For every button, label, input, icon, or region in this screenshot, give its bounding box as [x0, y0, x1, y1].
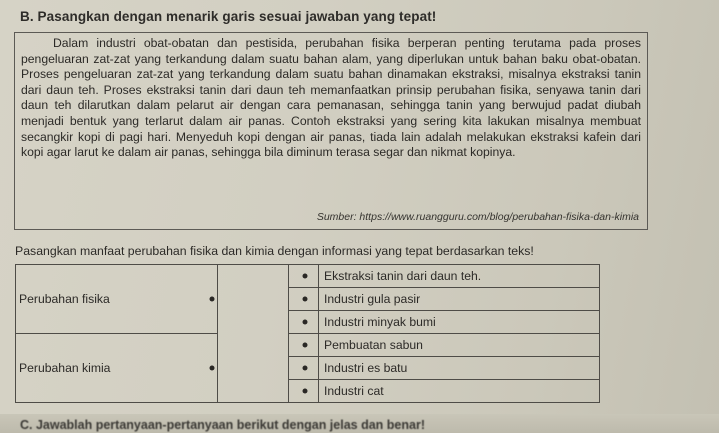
- bullet-dot-icon[interactable]: [303, 343, 308, 348]
- bullet-dot-icon[interactable]: [303, 366, 308, 371]
- bullet-dot-icon[interactable]: [210, 297, 215, 302]
- bullet-dot-icon[interactable]: [303, 297, 308, 302]
- matching-instruction: Pasangkan manfaat perubahan fisika dan kimia dengan informasi yang tepat berdasarkan teks!: [15, 244, 534, 258]
- matching-table: [15, 264, 600, 403]
- passage-line: yang terlarut dalam air panas. Contoh ekstraksi yang sering kita lakukan misalnya membuat: [112, 113, 641, 128]
- source-citation: Sumber: https://www.ruangguru.com/blog/perubahan-fisika-dan-kimia: [316, 211, 639, 223]
- right-dot-cell: [289, 334, 319, 357]
- right-dot-cell: [289, 265, 319, 288]
- passage-line: Dalam industri obat-obatan dan pestisida, perubahan fisika berperan penting terutama pada: [53, 36, 597, 50]
- right-item: Industri cat: [319, 380, 600, 403]
- passage-line: bahan baku obat-obatan. Proses pengeluaran zat-zat yang terkandung dalam suatu bahan: [21, 51, 641, 82]
- section-c-title: C. Jawablah pertanyaan-pertanyaan berikut dengan jelas dan benar!: [20, 418, 425, 432]
- table-row: [16, 334, 600, 357]
- passage-line: proses pengeluaran zat-zat yang terkandung dalam suatu bahan alam, yang diperlukan untuk: [21, 36, 641, 66]
- left-item-label: Perubahan kimia: [19, 361, 111, 375]
- passage-line: pelarut air dengan cara pemanasan, sehingga tanin yang berwujud padat diubah menjadi bentuk: [21, 98, 641, 128]
- reading-passage-box: [14, 32, 648, 230]
- right-dot-cell: [289, 311, 319, 334]
- passage-line: dan nikmat kopinya.: [407, 145, 516, 160]
- left-item-cell: [16, 334, 218, 403]
- passage-line: dinamakan ekstraksi, misalnya ekstraksi tanin dari daun teh. Proses ekstraksi tanin dari daun: [21, 67, 641, 97]
- right-item: Industri gula pasir: [319, 288, 600, 311]
- bullet-dot-icon[interactable]: [303, 389, 308, 394]
- passage-line: teh memanfaatkan prinsip perubahan fisika, senyawa tanin dari daun teh dilarutkan dalam: [21, 82, 642, 113]
- table-row: [16, 265, 600, 288]
- section-b-title: B. Pasangkan dengan menarik garis sesuai jawaban yang tepat!: [20, 9, 437, 24]
- right-dot-cell: [289, 357, 319, 380]
- right-item: Industri es batu: [319, 357, 600, 380]
- right-dot-cell: [289, 288, 319, 311]
- right-dot-cell: [289, 380, 319, 403]
- bullet-dot-icon[interactable]: [210, 366, 215, 371]
- left-item-cell: [16, 265, 218, 334]
- line-drawing-area[interactable]: [218, 265, 289, 403]
- bullet-dot-icon[interactable]: [303, 320, 308, 325]
- reading-passage: [21, 36, 641, 161]
- passage-line: secangkir kopi di pagi hari. Menyeduh kopi dengan air panas, tiada lain adalah melakukan: [21, 129, 526, 144]
- passage-line: ekstraksi kafein dari kopi agar larut ke dalam air panas, sehingga bila diminum terasa segar: [21, 129, 641, 160]
- right-item: Pembuatan sabun: [319, 334, 600, 357]
- left-item-label: Perubahan fisika: [19, 292, 110, 306]
- bullet-dot-icon[interactable]: [303, 274, 308, 279]
- right-item: Ekstraksi tanin dari daun teh.: [319, 265, 600, 288]
- right-item: Industri minyak bumi: [319, 311, 600, 334]
